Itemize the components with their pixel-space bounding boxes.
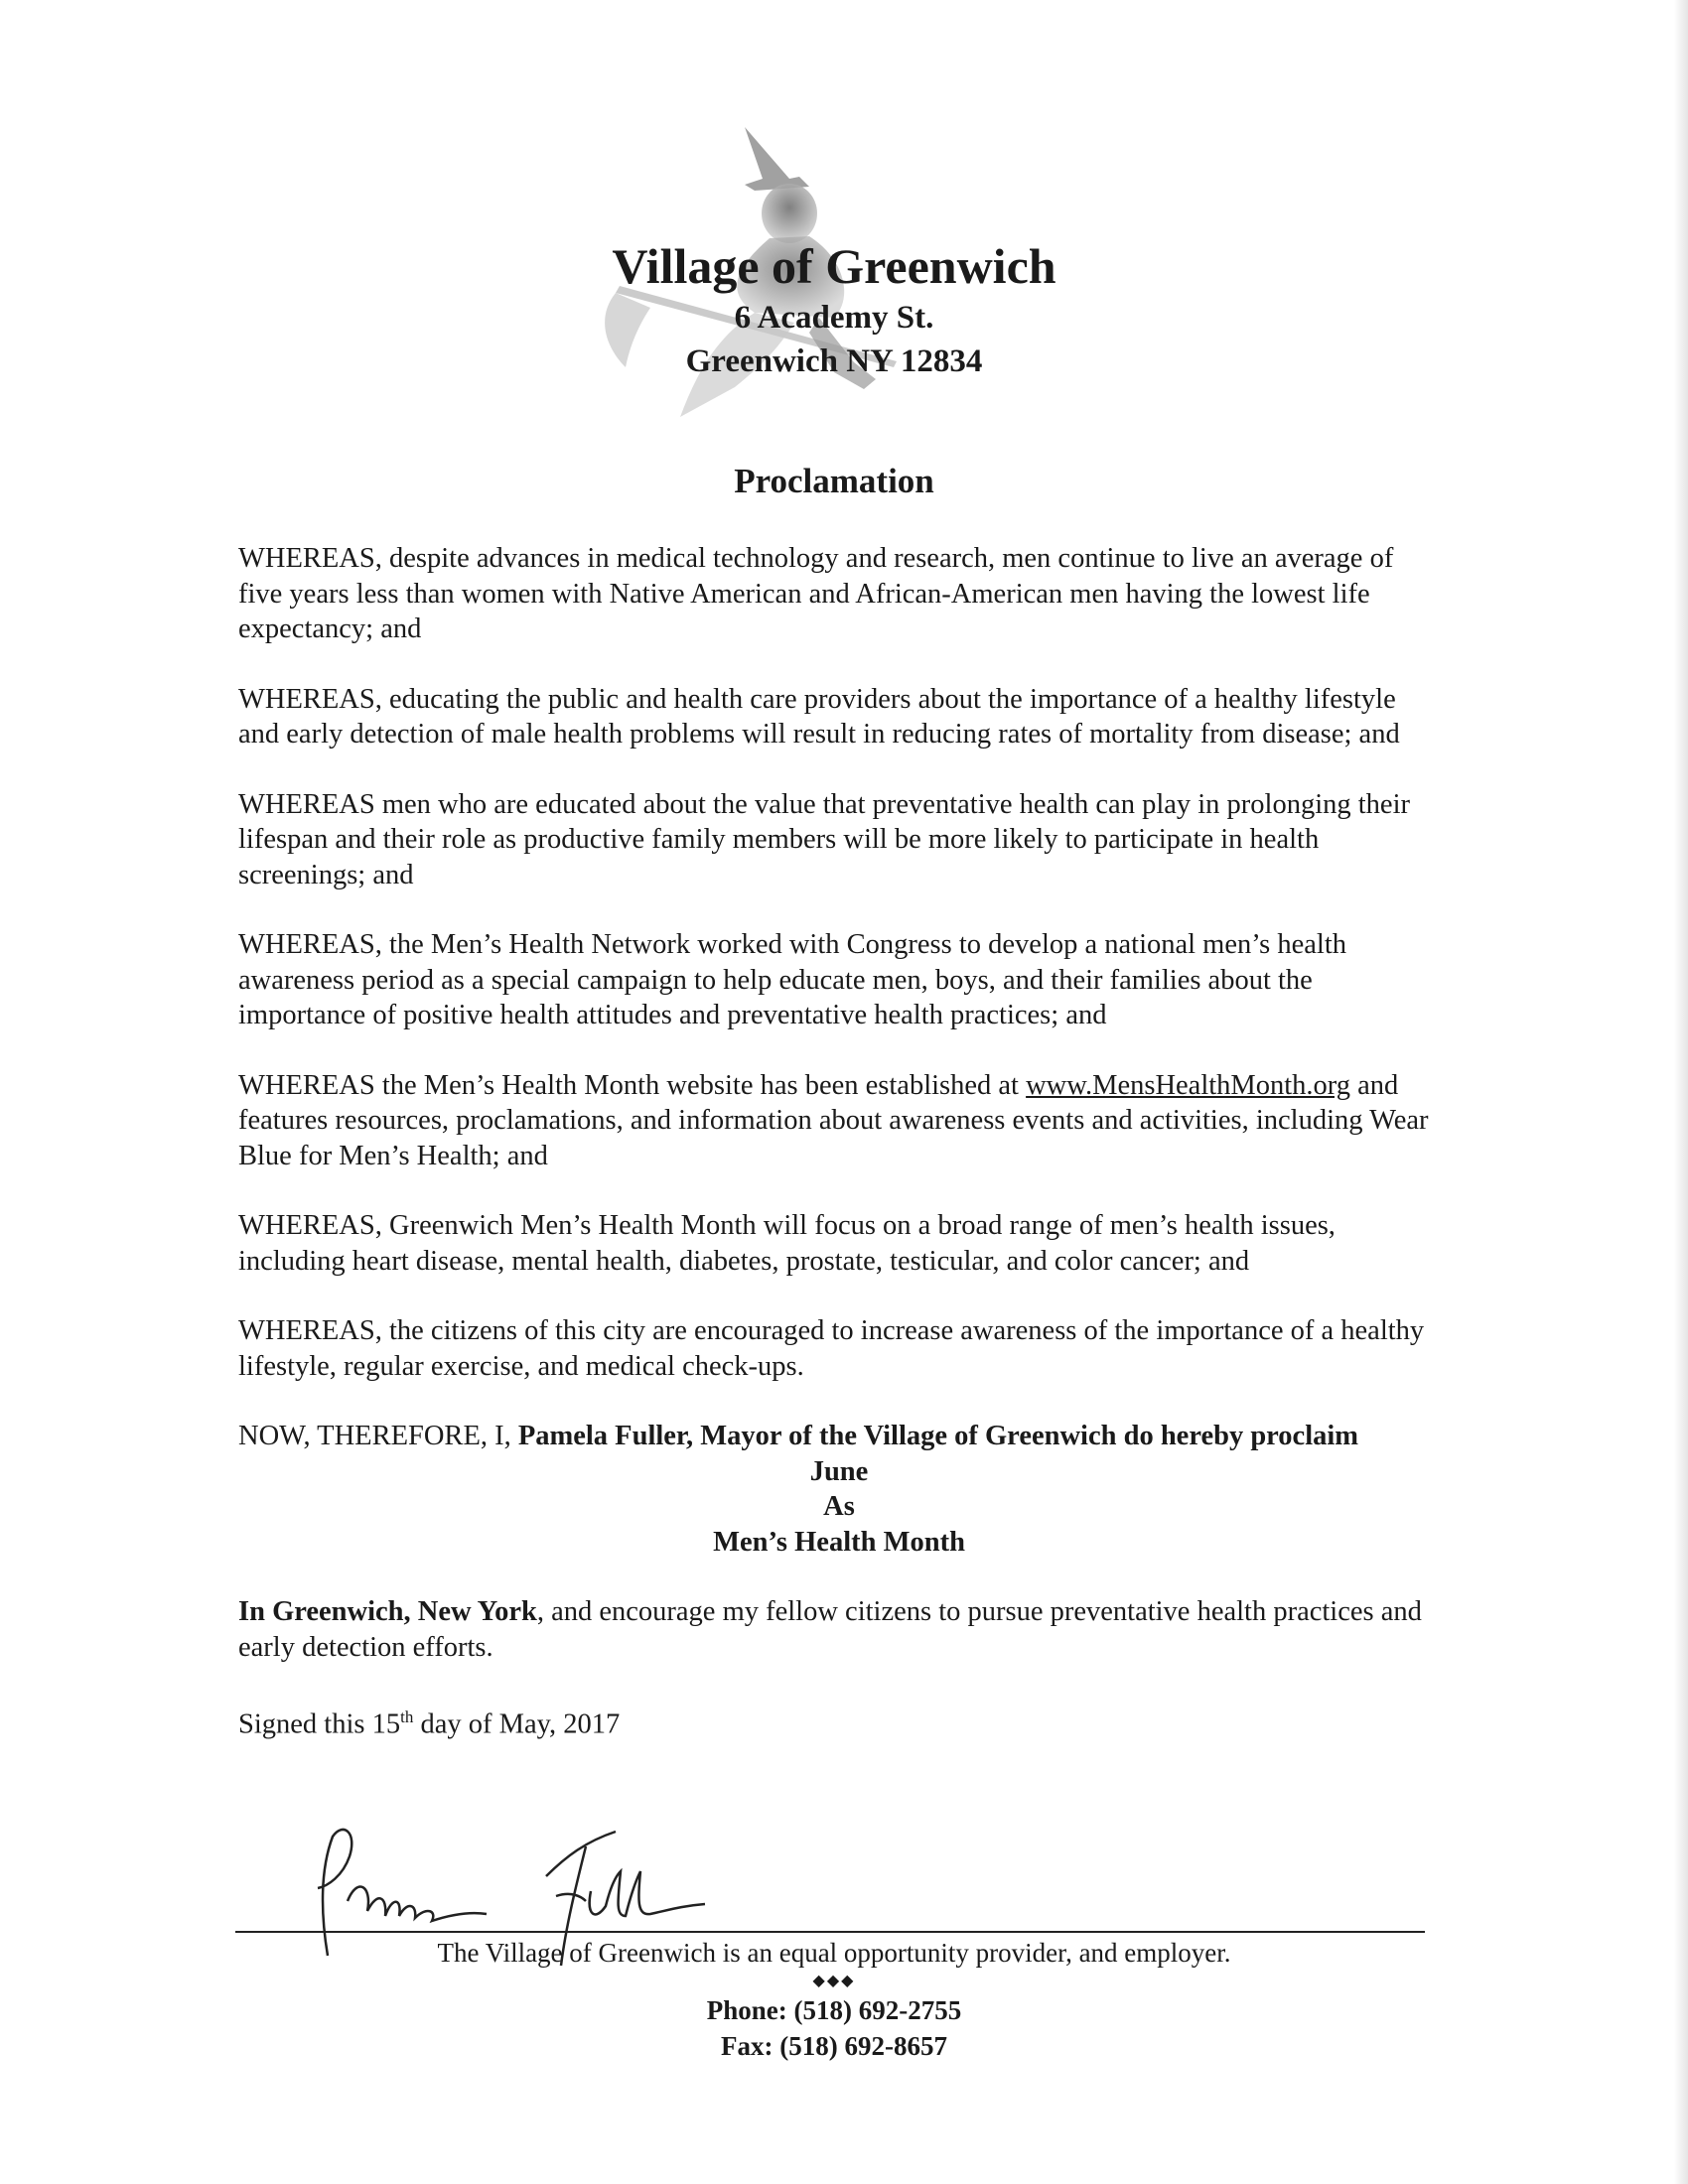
page-edge-shadow bbox=[1674, 0, 1688, 2184]
signed-date bbox=[238, 1700, 1440, 1742]
proclaimed-month-block bbox=[238, 1454, 1440, 1561]
address-street: 6 Academy St. bbox=[734, 300, 934, 336]
closing-rest: , and encourage my fellow citizens to pursue preventative health practices and early detection efforts. bbox=[238, 1596, 1422, 1663]
whereas-paragraph-1: WHEREAS, despite advances in medical technology and research, men continue to live an average of five years less than women with Native American and African-American men having the lowest life expectancy; and bbox=[238, 543, 1394, 644]
separator-diamonds: ◆◆◆ bbox=[812, 1973, 856, 1989]
address-city: Greenwich NY 12834 bbox=[685, 343, 983, 379]
website-link[interactable]: www.MensHealthMonth.org bbox=[1026, 1069, 1351, 1101]
signed-rest: day of May, 2017 bbox=[413, 1708, 621, 1740]
proclaimed-observance: Men’s Health Month bbox=[713, 1526, 965, 1558]
phone-number: Phone: (518) 692-2755 bbox=[706, 1995, 962, 2025]
proclaimed-month: June bbox=[809, 1455, 869, 1487]
equal-opportunity-statement: The Village of Greenwich is an equal opportunity provider, and employer. bbox=[437, 1938, 1231, 1968]
website-para-after: and features resources, proclamations, and information about awareness events and activities, including Wear Blue for Men’s Health; and bbox=[238, 1069, 1429, 1171]
document-title: Proclamation bbox=[734, 462, 934, 500]
proclaim-paragraph bbox=[238, 1419, 1440, 1454]
proclaim-lead: NOW, THEREFORE, I, bbox=[238, 1421, 518, 1451]
signed-ordinal: th bbox=[400, 1707, 414, 1726]
fax-number: Fax: (518) 692-8657 bbox=[721, 2031, 947, 2061]
whereas-paragraph-3: WHEREAS men who are educated about the value that preventative health can play in prolonging their lifespan and their role as productive family members will be more likely to participate in health screenings; and bbox=[238, 788, 1410, 890]
village-name: Village of Greenwich bbox=[612, 238, 1056, 294]
letterhead bbox=[0, 236, 1668, 383]
signed-prefix: Signed this 15 bbox=[238, 1708, 401, 1740]
proclamation-body bbox=[238, 541, 1440, 1777]
website-para-before: WHEREAS the Men’s Health Month website has been established at bbox=[238, 1069, 1027, 1101]
footer bbox=[0, 1936, 1668, 2064]
whereas-paragraph-7: WHEREAS, the citizens of this city are encouraged to increase awareness of the importance of a healthy lifestyle, regular exercise, and medical check-ups. bbox=[238, 1315, 1425, 1382]
proclaim-mayor: Pamela Fuller, Mayor of the Village of Greenwich do hereby proclaim bbox=[517, 1421, 1359, 1451]
signature-line bbox=[235, 1931, 1425, 1933]
whereas-paragraph-6: WHEREAS, Greenwich Men’s Health Month will focus on a broad range of men’s health issues, including heart disease, mental health, diabetes, prostate, testicular, and color cancer; and bbox=[238, 1210, 1336, 1277]
closing-location: In Greenwich, New York bbox=[238, 1596, 537, 1627]
closing-paragraph bbox=[238, 1594, 1440, 1665]
whereas-paragraph-website bbox=[238, 1068, 1440, 1174]
whereas-paragraph-2: WHEREAS, educating the public and health care providers about the importance of a healthy lifestyle and early detection of male health problems will result in reducing rates of mortality from disease; and bbox=[238, 683, 1400, 750]
whereas-paragraph-4: WHEREAS, the Men’s Health Network worked with Congress to develop a national men’s health awareness period as a special campaign to help educate men, boys, and their families about the importance of positive health attitudes and preventative health practices; and bbox=[238, 929, 1347, 1030]
proclaimed-as: As bbox=[823, 1491, 855, 1522]
